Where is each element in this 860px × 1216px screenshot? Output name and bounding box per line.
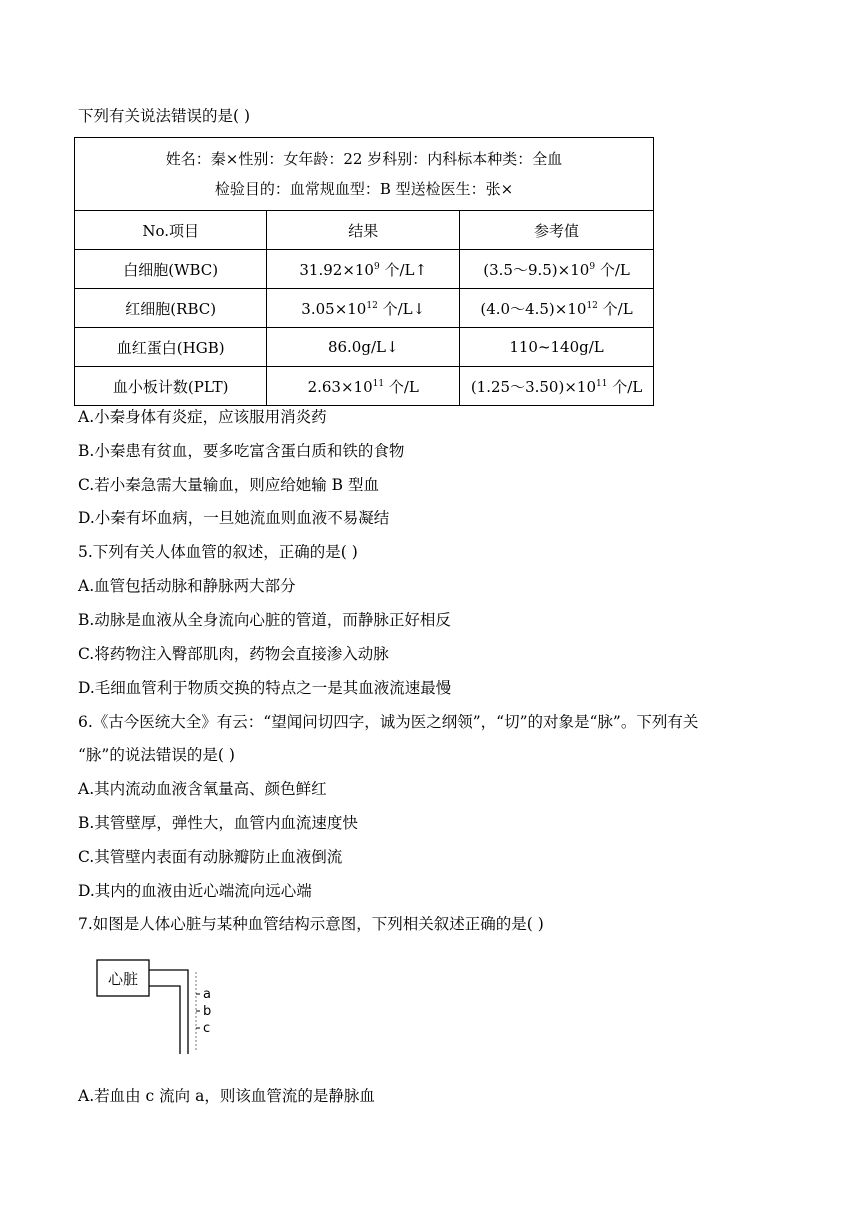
q6-option-d: D.其内的血液由近心端流向远心端 (78, 882, 312, 900)
table-row (75, 250, 654, 289)
report-header-line1: 姓名：秦×性别：女年龄：22 岁科别：内科标本种类：全血 (165, 150, 563, 168)
row-reference: $(4.0\sim 4.5)\times 10^{12}$ 个/L (460, 289, 654, 328)
q6-option-c: C.其管壁内表面有动脉瓣防止血液倒流 (78, 848, 343, 866)
row-reference: 110~140g/L (460, 328, 654, 367)
row-result: 86.0g/L↓ (267, 328, 460, 367)
heart-vessel-diagram (96, 958, 226, 1058)
q4-option-b: B.小秦患有贫血，要多吃富含蛋白质和铁的食物 (78, 442, 405, 460)
q5-stem: 5.下列有关人体血管的叙述，正确的是( ) (78, 543, 358, 561)
q5-option-c: C.将药物注入臀部肌肉，药物会直接渗入动脉 (78, 645, 389, 663)
blood-test-report (74, 137, 654, 406)
row-item: 红细胞(RBC) (75, 289, 267, 328)
question-intro: 下列有关说法错误的是( ) (78, 107, 251, 125)
row-item: 白细胞(WBC) (75, 250, 267, 289)
q6-stem-line2: “脉”的说法错误的是( ) (78, 746, 235, 764)
row-result: $31.92\times 10^9$ 个/L↑ (267, 250, 460, 289)
q4-option-d: D.小秦有坏血病，一旦她流血则血液不易凝结 (78, 509, 390, 527)
q5-option-b: B.动脉是血液从全身流向心脏的管道，而静脉正好相反 (78, 611, 451, 629)
q6-stem-line1: 6.《古今医统大全》有云：“望闻问切四字，诚为医之纲领”，“切”的对象是“脉”。下列有关 (78, 713, 699, 731)
table-row (75, 289, 654, 328)
column-header-result: 结果 (267, 211, 460, 250)
q4-option-c: C.若小秦急需大量输血，则应给她输 B 型血 (78, 476, 379, 494)
row-result: $2.63\times 10^{11}$ 个/L (267, 367, 460, 406)
heart-box-label: 心脏 (107, 970, 139, 988)
vessel-inner-wall (149, 986, 180, 1054)
q7-option-a: A.若血由 c 流向 a，则该血管流的是静脉血 (78, 1087, 375, 1105)
row-item: 血红蛋白(HGB) (75, 328, 267, 367)
table-row (75, 328, 654, 367)
report-header-row (75, 138, 654, 211)
column-header-item: No.项目 (75, 211, 267, 250)
report-column-headers (75, 211, 654, 250)
row-reference: $(3.5\sim 9.5)\times 10^9$ 个/L (460, 250, 654, 289)
row-item: 血小板计数(PLT) (75, 367, 267, 406)
vessel-outer-wall (149, 970, 188, 1054)
label-b: b (203, 1004, 212, 1019)
report-header-line2: 检验目的：血常规血型：B 型送检医生：张× (214, 180, 514, 198)
report-header (75, 138, 654, 211)
column-header-reference: 参考值 (460, 211, 654, 250)
row-reference: $(1.25\sim 3.50)\times 10^{11}$ 个/L (460, 367, 654, 406)
label-c: c (203, 1021, 211, 1036)
label-a: a (203, 987, 211, 1002)
q6-option-b: B.其管壁厚，弹性大，血管内血流速度快 (78, 814, 358, 832)
q4-option-a: A.小秦身体有炎症，应该服用消炎药 (78, 408, 327, 426)
q6-option-a: A.其内流动血液含氧量高、颜色鲜红 (78, 780, 327, 798)
q7-stem: 7.如图是人体心脏与某种血管结构示意图，下列相关叙述正确的是( ) (78, 915, 544, 933)
table-row (75, 367, 654, 406)
q5-option-d: D.毛细血管利于物质交换的特点之一是其血液流速最慢 (78, 679, 452, 697)
q5-option-a: A.血管包括动脉和静脉两大部分 (78, 577, 296, 595)
row-result: $3.05\times 10^{12}$ 个/L↓ (267, 289, 460, 328)
